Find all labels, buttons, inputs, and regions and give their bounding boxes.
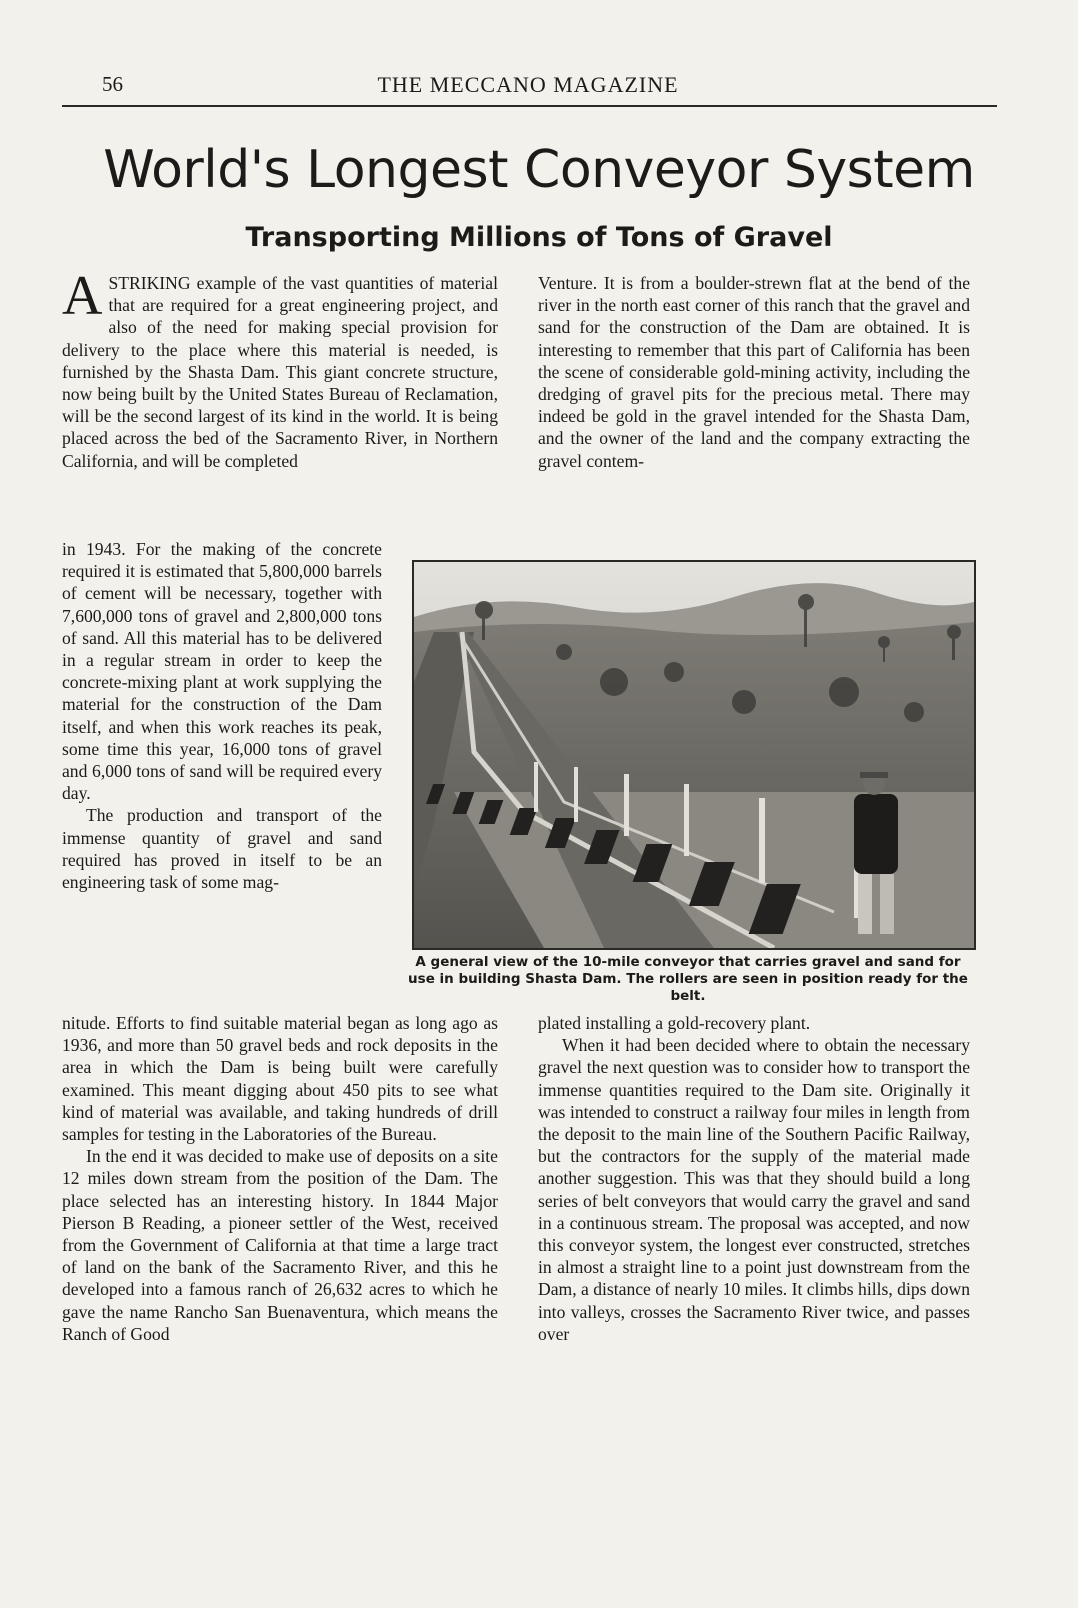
conveyor-photo bbox=[412, 560, 976, 950]
photo-caption: A general view of the 10-mile conveyor that carries gravel and sand for use in building Shasta Dam. The rollers are seen in position ready for the belt. bbox=[408, 954, 968, 1004]
column-left-narrow bbox=[62, 538, 382, 893]
paragraph-1-text: STRIKING example of the vast quantities of material that are required for a great engineering project, and also of the need for making special provision for delivery to the place where this material is needed, is furnished by the Shasta Dam. This giant concrete structure, now being built by the United States Bureau of Reclamation, will be the second largest of its kind in the world. It is being placed across the bed of the Sacramento River, in Northern California, and will be completed bbox=[62, 273, 498, 471]
page-header bbox=[62, 72, 994, 102]
magazine-title: THE MECCANO MAGAZINE bbox=[377, 72, 679, 97]
paragraph-3: In the end it was decided to make use of deposits on a site 12 miles down stream from the position of the Dam. The place selected has an interesting history. In 1844 Major Pierson B Reading, a pioneer settler of the West, received from the Government of California at that time a large tract of land on the bank of the Sacramento River, and this he developed into a famous ranch of 26,632 acres to which he gave the name Rancho San Buenaventura, which means the Ranch of Good bbox=[62, 1146, 498, 1344]
paragraph-1-start bbox=[62, 265, 498, 472]
paragraph-1-continued: in 1943. For the making of the concrete required it is estimated that 5,800,000 barrels of cement will be necessary, together with 7,600,000 tons of gravel and 2,800,000 tons of sand. All this material has to be delivered in a regular stream in order to keep the concrete-mixing plant at work supplying the material for the construction of the Dam itself, and when this work reaches its peak, some time this year, 16,000 tons of gravel and 6,000 tons of sand will be required every day. bbox=[62, 539, 382, 804]
header-rule bbox=[62, 105, 997, 107]
paragraph-3-end: plated installing a gold-recovery plant. bbox=[538, 1013, 811, 1033]
paragraph-2-start: The production and transport of the immense quantity of gravel and sand required has proved in itself to be an engineering task of some mag- bbox=[62, 805, 382, 893]
column-right-top bbox=[538, 272, 970, 472]
paragraph-3-continued: Venture. It is from a boulder-strewn flat at the bend of the river in the north east corner of this ranch that the gravel and sand for the construction of the Dam are obtained. It is interesting to remember that this part of California has been the scene of considerable gold-mining activity, including the dredging of gravel pits for the precious metal. There may indeed be gold in the gravel intended for the Shasta Dam, and the owner of the land and the company extracting the gravel contem- bbox=[538, 273, 970, 471]
drop-cap: A bbox=[62, 265, 103, 327]
article-subtitle: Transporting Millions of Tons of Gravel bbox=[245, 222, 833, 253]
column-right-bottom bbox=[538, 1012, 970, 1345]
article-title: World's Longest Conveyor System bbox=[103, 140, 975, 200]
paragraph-2-continued: nitude. Efforts to find suitable material began as long ago as 1936, and more than 50 gravel beds and rock deposits in the area in which the Dam is being built were carefully examined. This meant digging about 450 pits to see what kind of material was available, and taking hundreds of drill samples for testing in the Laboratories of the Bureau. bbox=[62, 1013, 498, 1145]
column-left-bottom bbox=[62, 1012, 498, 1345]
paragraph-4: When it had been decided where to obtain the necessary gravel the next question was to consider how to transport the immense quantities required to the Dam site. Originally it was intended to construct a railway four miles in length from the deposit to the main line of the Southern Pacific Railway, but the contractors for the supply of the material made another suggestion. This was that they should build a long series of belt conveyors that would carry the gravel and sand in a continuous stream. The proposal was accepted, and now this conveyor system, the longest ever constructed, stretches in almost a straight line to a point just downstream from the Dam, a distance of nearly 10 miles. It climbs hills, dips down into valleys, crosses the Sacramento River twice, and passes over bbox=[538, 1035, 970, 1344]
column-left-top bbox=[62, 265, 498, 472]
page-number: 56 bbox=[102, 72, 123, 96]
conveyor-photo-illustration bbox=[414, 562, 974, 948]
